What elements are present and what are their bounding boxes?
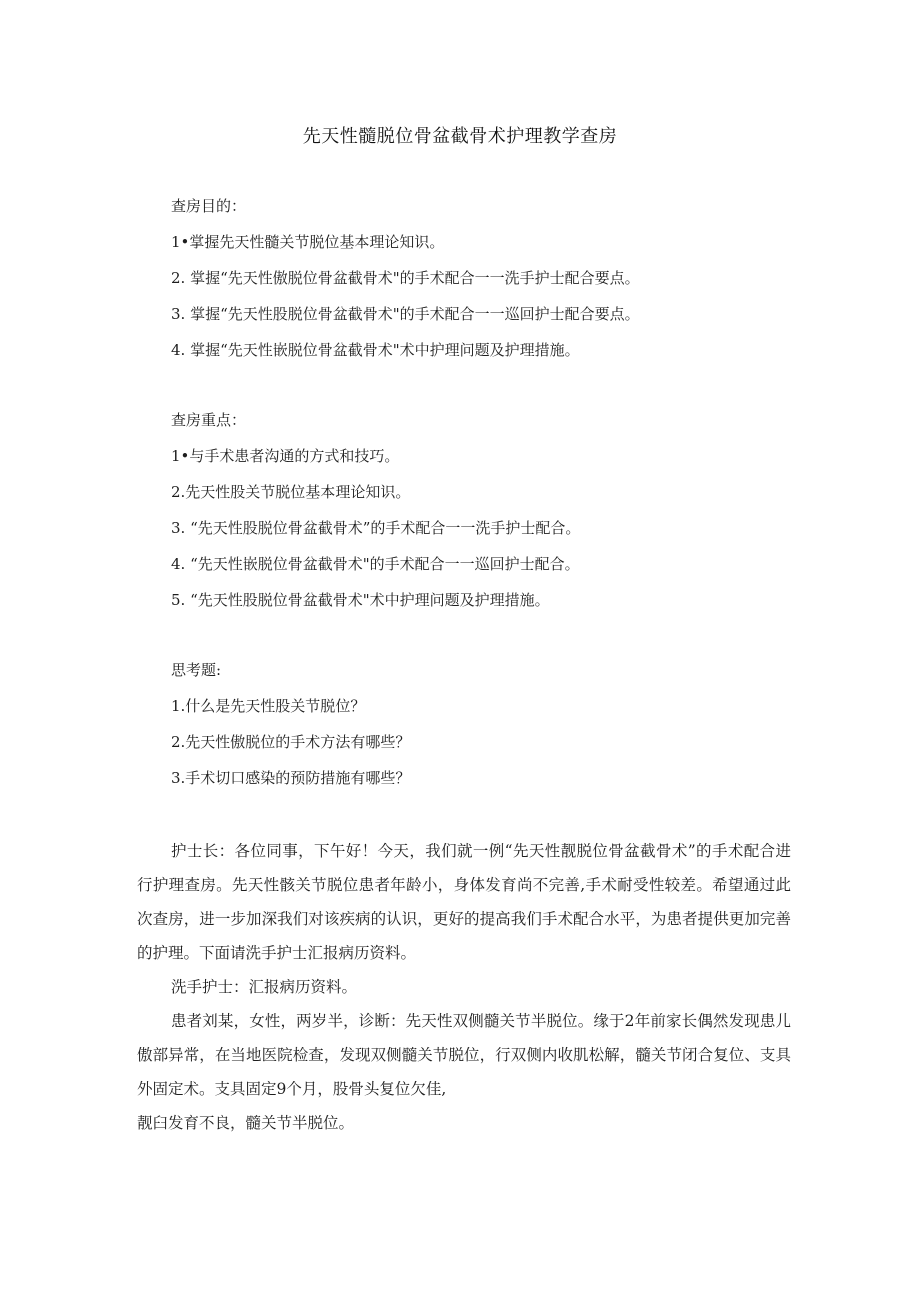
scrub-nurse-paragraph: 洗手护士：汇报病历资料。: [171, 978, 358, 996]
head-nurse-paragraph: 护士长：各位同事，下午好！今天，我们就一例“先天性靓脱位骨盆截骨术”的手术配合进行护理查房。先天性骸关节脱位患者年龄小，身体发育尚不完善,手术耐受性较差。希望通过此次查房，进一步加深我们对该疾病的认识，更好的提高我们手术配合水平，为患者提供更加完善的护理。下面请洗手护士汇报病历资料。: [137, 842, 791, 962]
focus-item: 4. “先天性嵌脱位骨盆截骨术"的手术配合一一巡回护士配合。: [171, 555, 580, 573]
question-item: 3.手术切口感染的预防措施有哪些？: [171, 769, 411, 787]
objectives-heading: 查房目的：: [171, 197, 247, 215]
focus-item: 2.先天性股关节脱位基本理论知识。: [171, 483, 411, 501]
objective-item: 2. 掌握“先天性傲脱位骨盆截骨术"的手术配合一一洗手护士配合要点。: [171, 269, 640, 287]
case-paragraph: 患者刘某，女性，两岁半，诊断：先天性双侧髓关节半脱位。缘于2年前家长偶然发现患儿傲部异常，在当地医院检查，发现双侧髓关节脱位，行双侧内收肌松解，髓关节闭合复位、支具外固定术。支具固定9个月，股骨头复位欠佳,: [137, 1012, 791, 1098]
focus-item: 1•与手术患者沟通的方式和技巧。: [171, 447, 400, 465]
focus-heading: 查房重点：: [171, 411, 247, 429]
questions-section: [171, 660, 791, 788]
questions-heading: 思考题:: [171, 661, 222, 679]
narrative-section: [137, 834, 791, 1140]
question-item: 1.什么是先天性股关节脱位？: [171, 697, 366, 715]
focus-item: 3. “先天性股脱位骨盆截骨术”的手术配合一一洗手护士配合。: [171, 519, 581, 537]
objective-item: 1•掌握先天性髓关节脱位基本理论知识。: [171, 233, 445, 251]
objective-item: 3. 掌握“先天性股脱位骨盆截骨术"的手术配合一一巡回护士配合要点。: [171, 305, 640, 323]
objective-item: 4. 掌握“先天性嵌脱位骨盆截骨术"术中护理问题及护理措施。: [171, 341, 580, 359]
document-title: 先天性髓脱位骨盆截骨术护理教学查房: [302, 126, 618, 147]
focus-item: 5. “先天性股脱位骨盆截骨术"术中护理问题及护理措施。: [171, 591, 550, 609]
objectives-section: [171, 196, 791, 360]
focus-section: [171, 410, 791, 610]
case-paragraph-continued: 靓臼发育不良，髓关节半脱位。: [137, 1114, 355, 1132]
question-item: 2.先天性傲脱位的手术方法有哪些？: [171, 733, 411, 751]
